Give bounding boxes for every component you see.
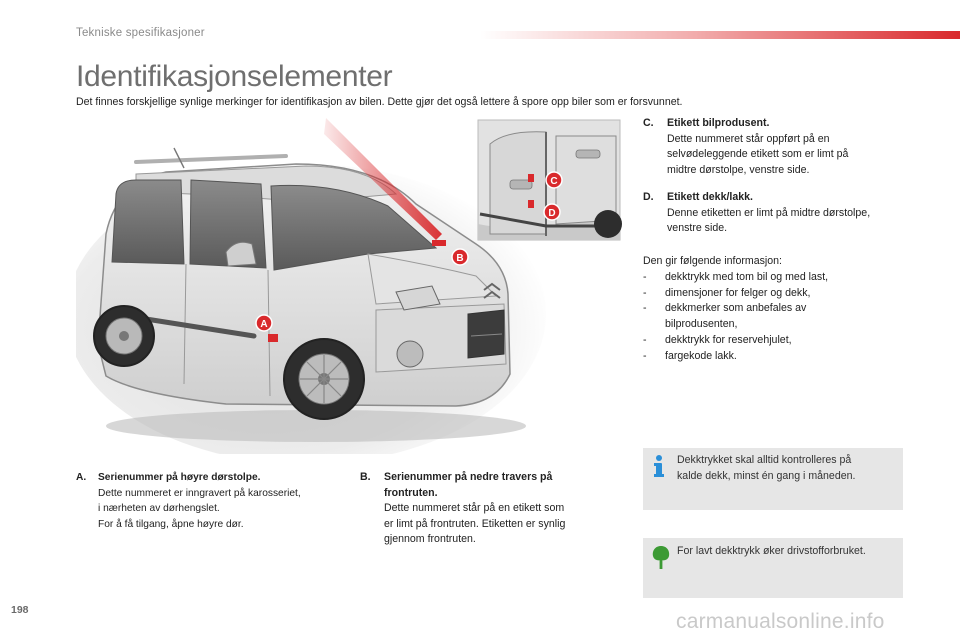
- list-item: [643, 301, 923, 333]
- item-c-line: Dette nummeret står oppført på en: [667, 132, 830, 145]
- item-b: [360, 470, 600, 548]
- tyre-label-info: [643, 254, 923, 365]
- list-item: - dekktrykk for reservehjulet,: [643, 333, 923, 349]
- item-d-line: Denne etiketten er limt på midtre dørstolpe,: [667, 206, 871, 219]
- item-b-title: frontruten.: [384, 486, 438, 499]
- item-d-letter: D.: [643, 191, 654, 203]
- svg-text:C: C: [550, 176, 558, 187]
- intro-paragraph: Det finnes forskjellige synlige merkinger for identifikasjon av bilen. Dette gjør det også lettere å spore opp biler som er forsvunnet.: [76, 96, 683, 108]
- eco-note: [643, 538, 903, 598]
- svg-text:D: D: [548, 208, 556, 219]
- car-illustration: [76, 114, 624, 454]
- info-intro: Den gir følgende informasjon:: [643, 255, 782, 267]
- list-item: - fargekode lakk.: [643, 349, 923, 365]
- item-c-letter: C.: [643, 117, 654, 129]
- item-a-line: i nærheten av dørhengslet.: [98, 503, 220, 514]
- item-c-title: Etikett bilprodusent.: [667, 117, 770, 129]
- item-a-line: Dette nummeret er inngravert på karosseriet,: [98, 487, 301, 499]
- svg-text:A: A: [260, 319, 268, 330]
- page-number: 198: [11, 604, 29, 616]
- watermark: carmanualsonline.info: [676, 610, 885, 633]
- item-a: [76, 470, 346, 532]
- info-note: [643, 448, 903, 510]
- info-icon: [651, 454, 667, 478]
- list-item-continuation: bilprodusenten,: [665, 318, 738, 331]
- info-bullets: [643, 270, 923, 365]
- item-a-letter: A.: [76, 472, 87, 483]
- door-pillar-inset: [478, 120, 622, 240]
- leaf-icon: [651, 544, 671, 570]
- page-title: Identifikasjonselementer: [76, 60, 393, 93]
- item-d-title: Etikett dekk/lakk.: [667, 191, 753, 203]
- item-a-line: For å få tilgang, åpne høyre dør.: [98, 518, 244, 530]
- list-item-text: dekkmerker som anbefales av: [665, 302, 807, 315]
- section-title: Tekniske spesifikasjoner: [76, 27, 205, 39]
- item-c-line: selvødeleggende etikett som er limt på: [667, 148, 849, 160]
- list-item: - dimensjoner for felger og dekk,: [643, 286, 923, 302]
- item-d: [643, 190, 913, 237]
- item-b-letter: B.: [360, 471, 371, 483]
- list-item: - dekktrykk med tom bil og med last,: [643, 270, 923, 286]
- item-c-line: midtre dørstolpe, venstre side.: [667, 163, 810, 176]
- item-b-line: Dette nummeret står på en etikett som: [384, 502, 565, 514]
- info-note-line: Dekktrykket skal alltid kontrolleres på: [677, 454, 852, 466]
- header-accent-rule: [480, 31, 960, 39]
- svg-text:B: B: [456, 253, 464, 264]
- eco-note-text: For lavt dekktrykk øker drivstofforbruket.: [677, 545, 866, 557]
- item-b-title: Serienummer på nedre travers på: [384, 471, 553, 483]
- item-b-line: er limt på frontruten. Etiketten er synlig: [384, 517, 566, 530]
- item-c: [643, 116, 913, 178]
- item-d-line: venstre side.: [667, 222, 728, 234]
- info-note-line: kalde dekk, minst én gang i måneden.: [677, 469, 856, 482]
- item-a-title: Serienummer på høyre dørstolpe.: [98, 472, 261, 483]
- item-b-line: gjennom frontruten.: [384, 533, 476, 545]
